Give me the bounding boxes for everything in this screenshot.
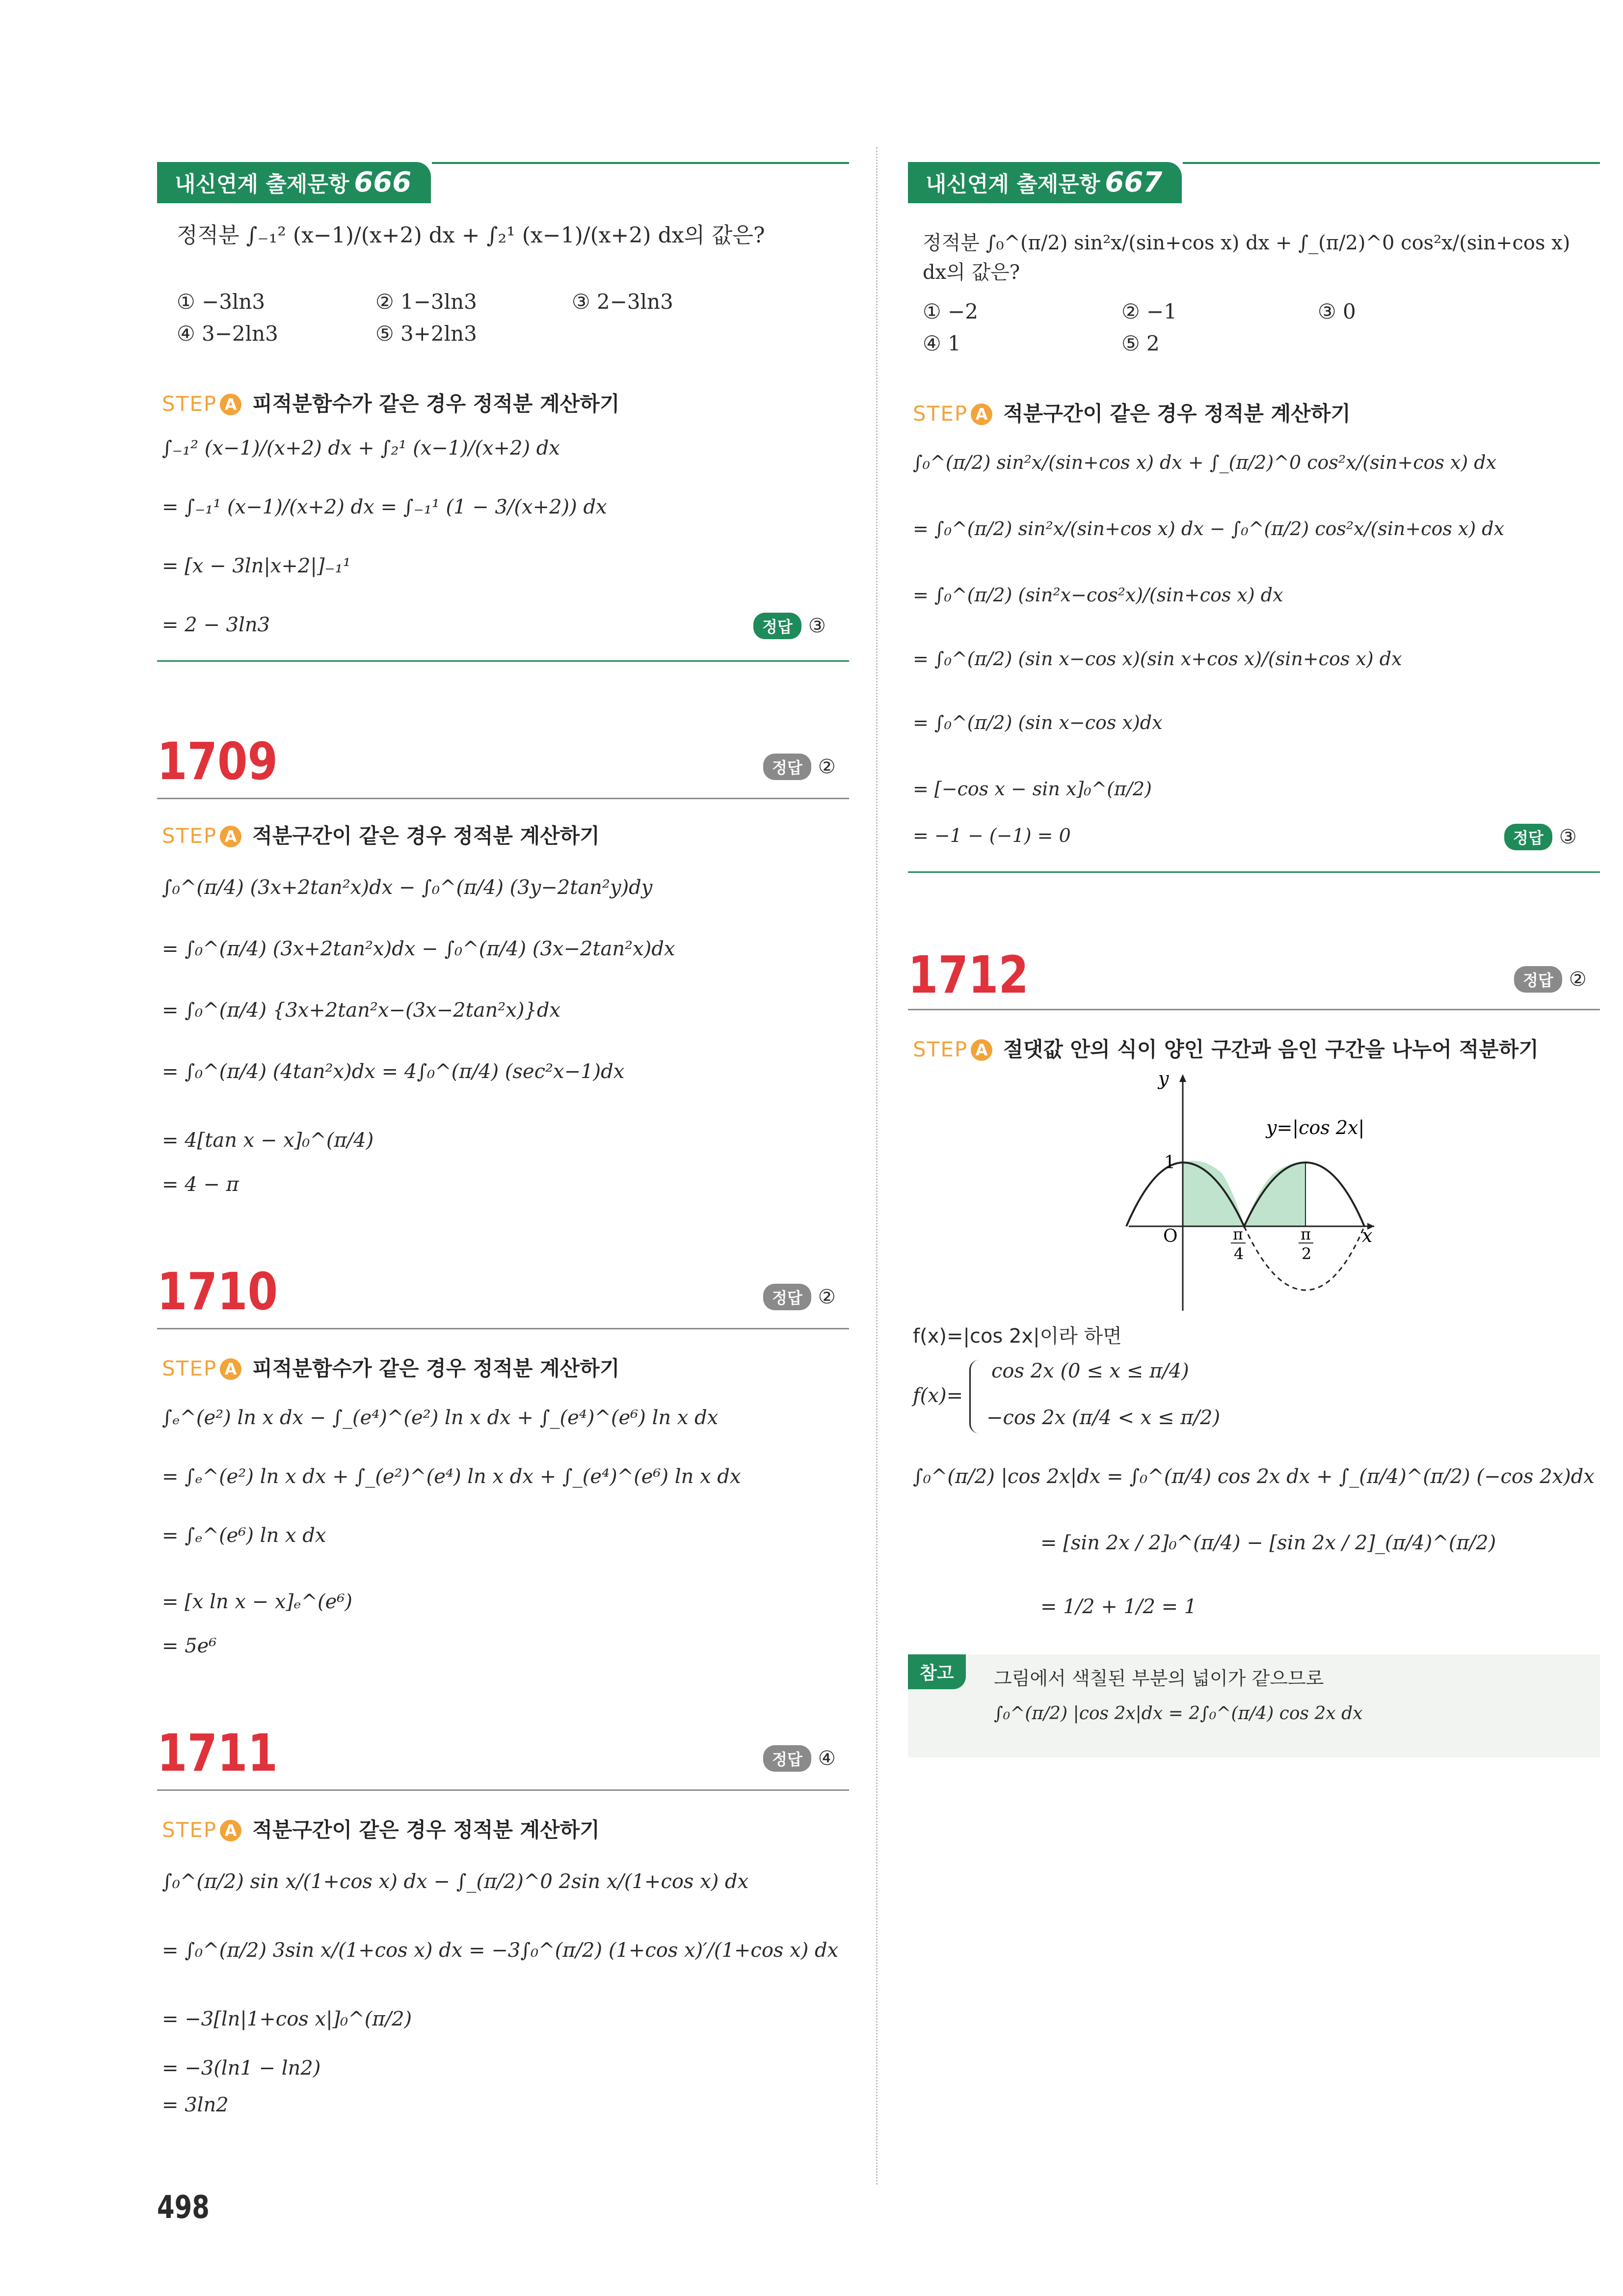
line: ∫₀^(π/4) (3x+2tan²x)dx − ∫₀^(π/4) (3y−2tan²y)dy: [162, 876, 653, 899]
tick-2: 2: [1302, 1244, 1312, 1263]
answer-pill: 정답: [753, 613, 801, 639]
tab-number: 667: [1105, 166, 1163, 198]
problem-number-1711: 1711: [157, 1723, 278, 1783]
intro-text: f(x)=|cos 2x|이라 하면: [913, 1325, 1122, 1348]
step-text: 적분구간이 같은 경우 정적분 계산하기: [1003, 402, 1351, 426]
choice-5: ⑤ 2: [1121, 331, 1160, 355]
line: = 3ln2: [162, 2094, 229, 2116]
choice-1: ① −2: [923, 299, 978, 324]
choice-2: ② −1: [1121, 299, 1177, 324]
line: = −3[ln|1+cos x|]₀^(π/2): [162, 2008, 412, 2030]
line: = ∫₋₁¹ (x−1)/(x+2) dx = ∫₋₁¹ (1 − 3/(x+2)) dx: [162, 496, 607, 518]
line: = ∫₀^(π/4) {3x+2tan²x−(3x−2tan²x)}dx: [162, 999, 561, 1022]
step-text: 절댓값 안의 식이 양인 구간과 음인 구간을 나누어 적분하기: [1003, 1037, 1539, 1061]
problem-number-1709: 1709: [157, 731, 278, 791]
line: = ∫₀^(π/4) (3x+2tan²x)dx − ∫₀^(π/4) (3x−2tan²x)dx: [162, 938, 675, 960]
tab-label: 내신연계 출제문항: [926, 172, 1100, 197]
answer-value: ②: [818, 756, 836, 778]
answer-value: ②: [818, 1286, 836, 1308]
tab-number: 666: [354, 166, 412, 198]
section-rule: [157, 660, 849, 662]
choice-5: ⑤ 3+2ln3: [375, 322, 477, 346]
shaded-region-2: [1244, 1162, 1305, 1226]
tick-pi: π: [1301, 1225, 1311, 1243]
step-a-1711: STEP A 적분구간이 같은 경우 정적분 계산하기: [162, 1818, 600, 1842]
line: ∫₀^(π/2) sin²x/(sin+cos x) dx + ∫_(π/2)^0 cos²x/(sin+cos x) dx: [913, 452, 1497, 473]
line: ∫₋₁² (x−1)/(x+2) dx + ∫₂¹ (x−1)/(x+2) dx: [162, 437, 560, 459]
answer-1709: [763, 754, 836, 780]
line: = ∫₀^(π/2) (sin x−cos x)(sin x+cos x)/(sin+cos x) dx: [913, 648, 1402, 670]
problem-666-header: [157, 162, 849, 203]
line: = [x − 3ln|x+2|]₋₁¹: [162, 555, 351, 577]
question-667: 정적분 ∫₀^(π/2) sin²x/(sin+cos x) dx + ∫_(π/2)^0 cos²x/(sin+cos x) dx의 값은?: [923, 232, 1570, 284]
line: = −3(ln1 − ln2): [162, 2057, 321, 2080]
line: = ∫₀^(π/4) (4tan²x)dx = 4∫₀^(π/4) (sec²x−1)dx: [162, 1060, 625, 1083]
line: = [x ln x − x]ₑ^(e⁶): [162, 1591, 352, 1613]
step-text: 피적분함수가 같은 경우 정적분 계산하기: [252, 392, 620, 416]
answer-1711: [763, 1745, 836, 1772]
fx-label: f(x)=: [913, 1384, 963, 1407]
answer-667: [1504, 824, 1577, 850]
header-line: [1183, 162, 1600, 164]
brace: [969, 1360, 981, 1433]
line: = −1 − (−1) = 0: [913, 825, 1071, 846]
step-a-badge: A: [220, 1820, 241, 1841]
label-y: y: [1158, 1070, 1169, 1089]
label-one: 1: [1164, 1153, 1175, 1173]
answer-value: ③: [808, 615, 826, 637]
choice-4: ④ 1: [923, 331, 961, 355]
problem-667-tab: [908, 162, 1182, 203]
cos2x-graph: [1124, 1070, 1379, 1316]
line: = ∫₀^(π/2) 3sin x/(1+cos x) dx = −3∫₀^(π/2) (1+cos x)′/(1+cos x) dx: [162, 1939, 839, 1962]
reference-note: [908, 1654, 1600, 1757]
line: ∫₀^(π/2) sin x/(1+cos x) dx − ∫_(π/2)^0 2sin x/(1+cos x) dx: [162, 1870, 749, 1893]
choice-3: ③ 2−3ln3: [572, 290, 673, 314]
shaded-region-1: [1183, 1161, 1244, 1226]
answer-666: [753, 613, 826, 639]
note-tag: 참고: [908, 1654, 966, 1689]
label-origin: O: [1163, 1226, 1178, 1246]
label-x: x: [1362, 1225, 1373, 1246]
choice-1: ① −3ln3: [177, 290, 266, 314]
question-666: 정적분 ∫₋₁² (x−1)/(x+2) dx + ∫₂¹ (x−1)/(x+2) dx의 값은?: [177, 223, 765, 248]
line: = [−cos x − sin x]₀^(π/2): [913, 778, 1152, 800]
column-divider: [876, 147, 878, 2185]
answer-pill: 정답: [1514, 966, 1562, 993]
answer-pill: 정답: [1504, 824, 1552, 850]
tab-label: 내신연계 출제문항: [175, 172, 349, 197]
choice-2: ② 1−3ln3: [375, 290, 477, 314]
line: = 5e⁶: [162, 1635, 217, 1657]
line: = 4[tan x − x]₀^(π/4): [162, 1129, 374, 1152]
note-formula: ∫₀^(π/2) |cos 2x|dx = 2∫₀^(π/4) cos 2x dx: [994, 1703, 1363, 1724]
note-text: 그림에서 색칠된 부분의 넓이가 같으므로: [994, 1668, 1324, 1689]
section-rule: [157, 1328, 849, 1329]
line: ∫₀^(π/2) |cos 2x|dx = ∫₀^(π/4) cos 2x dx + ∫_(π/4)^(π/2) (−cos 2x)dx: [913, 1465, 1595, 1488]
answer-value: ④: [818, 1747, 836, 1770]
step-a-667: STEP A 적분구간이 같은 경우 정적분 계산하기: [913, 402, 1351, 426]
line: ∫ₑ^(e²) ln x dx − ∫_(e⁴)^(e²) ln x dx + ∫_(e⁴)^(e⁶) ln x dx: [162, 1406, 718, 1429]
section-rule: [157, 798, 849, 799]
problem-666-tab: [157, 162, 431, 203]
line: = 2 − 3ln3: [162, 614, 270, 636]
tick-4: 4: [1234, 1244, 1244, 1263]
step-a-1712: STEP A 절댓값 안의 식이 양인 구간과 음인 구간을 나누어 적분하기: [913, 1037, 1539, 1061]
choice-4: ④ 3−2ln3: [177, 322, 278, 346]
line: = ∫₀^(π/2) (sin²x−cos²x)/(sin+cos x) dx: [913, 584, 1283, 606]
section-rule: [908, 1009, 1600, 1010]
page-number: 498: [157, 2189, 210, 2226]
line: = [sin 2x / 2]₀^(π/4) − [sin 2x / 2]_(π/4)^(π/2): [1040, 1532, 1496, 1554]
piece-2: −cos 2x (π/4 < x ≤ π/2): [986, 1406, 1221, 1429]
section-rule: [157, 1789, 849, 1791]
answer-pill: 정답: [763, 1745, 811, 1772]
step-a-badge: A: [220, 826, 241, 847]
abs-cos-curve: [1126, 1162, 1364, 1226]
answer-pill: 정답: [763, 1284, 811, 1310]
func-label: y=|cos 2x|: [1266, 1117, 1365, 1138]
line: = ∫₀^(π/2) sin²x/(sin+cos x) dx − ∫₀^(π/2) cos²x/(sin+cos x) dx: [913, 518, 1504, 540]
problem-number-1710: 1710: [157, 1262, 278, 1322]
step-a-1710: STEP A 피적분함수가 같은 경우 정적분 계산하기: [162, 1356, 620, 1380]
section-rule: [908, 871, 1600, 873]
step-text: 적분구간이 같은 경우 정적분 계산하기: [252, 1818, 600, 1842]
tick-pi: π: [1233, 1225, 1244, 1243]
step-a-badge: A: [971, 404, 992, 425]
line: = 4 − π: [162, 1173, 239, 1196]
problem-number-1712: 1712: [908, 945, 1029, 1005]
answer-1710: [763, 1284, 836, 1310]
step-text: 적분구간이 같은 경우 정적분 계산하기: [252, 824, 600, 848]
answer-1712: [1514, 966, 1587, 993]
line: = ∫ₑ^(e²) ln x dx + ∫_(e²)^(e⁴) ln x dx + ∫_(e⁴)^(e⁶) ln x dx: [162, 1465, 741, 1488]
line: = 1/2 + 1/2 = 1: [1040, 1595, 1197, 1618]
answer-value: ②: [1569, 968, 1587, 991]
step-a-badge: A: [220, 1358, 241, 1380]
problem-667-header: [908, 162, 1600, 203]
header-line: [432, 162, 849, 164]
choice-3: ③ 0: [1318, 299, 1356, 324]
line: = ∫₀^(π/2) (sin x−cos x)dx: [913, 712, 1163, 733]
step-a-666: STEP A 피적분함수가 같은 경우 정적분 계산하기: [162, 392, 620, 416]
step-a-1709: STEP A 적분구간이 같은 경우 정적분 계산하기: [162, 824, 600, 848]
step-text: 피적분함수가 같은 경우 정적분 계산하기: [252, 1356, 620, 1380]
answer-pill: 정답: [763, 754, 811, 780]
step-a-badge: A: [971, 1039, 992, 1061]
piece-1: cos 2x (0 ≤ x ≤ π/4): [991, 1360, 1189, 1382]
line: = ∫ₑ^(e⁶) ln x dx: [162, 1524, 326, 1547]
y-arrow-icon: [1179, 1074, 1186, 1082]
step-a-badge: A: [220, 394, 241, 415]
answer-value: ③: [1559, 826, 1577, 848]
